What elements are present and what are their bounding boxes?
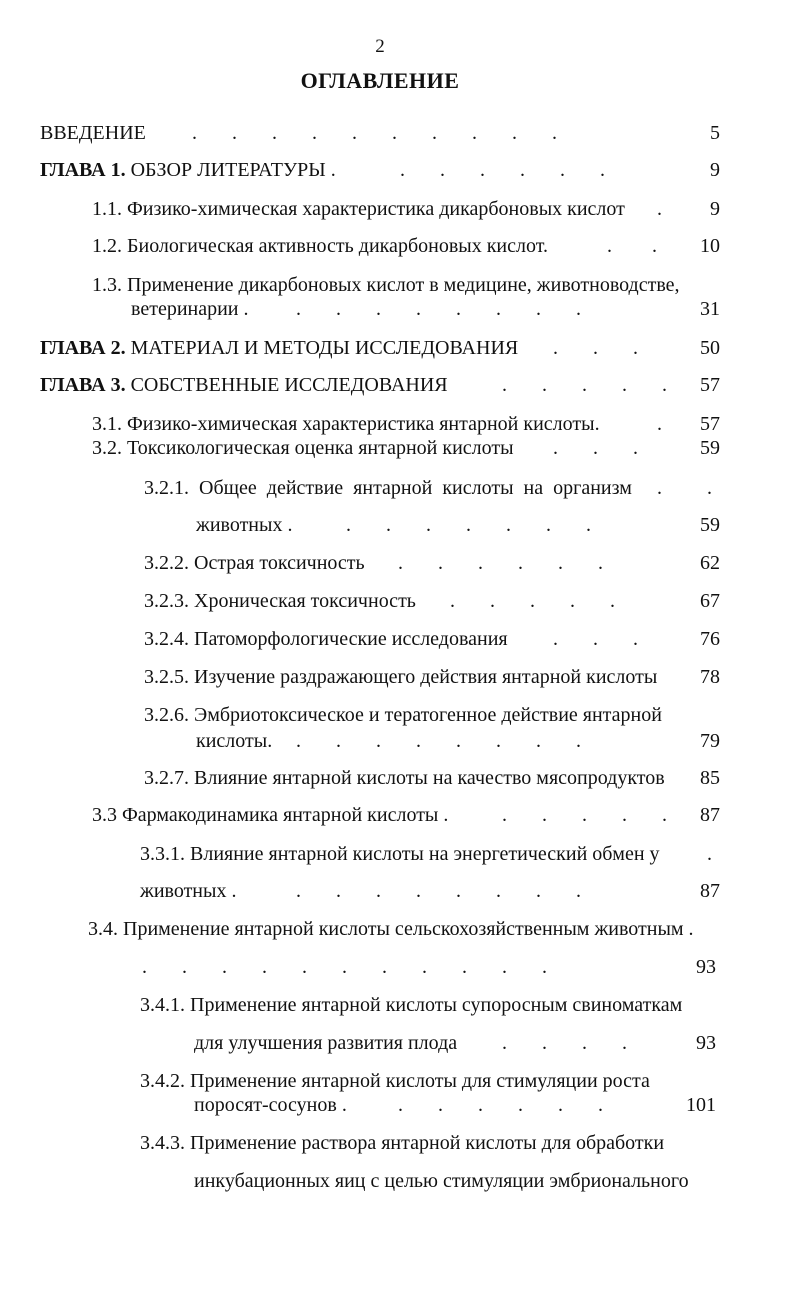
- leader-dots: . . . . . . .: [346, 514, 591, 536]
- toc-entry-3-2-7: 3.2.7. Влияние янтарной кислоты на качество мясопродуктов: [144, 767, 665, 789]
- toc-page-number: 93: [696, 1032, 716, 1054]
- toc-entry-3-2-6: 3.2.6. Эмбриотоксическое и тератогенное действие янтарной: [144, 704, 662, 726]
- toc-entry-3-3: 3.3 Фармакодинамика янтарной кислоты .: [92, 804, 449, 826]
- leader-dots: . .: [607, 235, 657, 257]
- toc-entry-chapter-3: [40, 373, 448, 397]
- chapter-title: МАТЕРИАЛ И МЕТОДЫ ИССЛЕДОВАНИЯ: [125, 337, 519, 359]
- chapter-label: ГЛАВА 2.: [40, 337, 126, 359]
- toc-page-number: 9: [710, 198, 720, 220]
- toc-page-number: 85: [700, 767, 720, 789]
- toc-page-number: 57: [700, 413, 720, 435]
- entry-text: 1.2. Биологическая активность дикарбоновых кислот: [92, 235, 543, 257]
- toc-entry-3-4: 3.4. Применение янтарной кислоты сельскохозяйственным животным .: [88, 918, 694, 940]
- toc-entry-3-4-3: 3.4.3. Применение раствора янтарной кислоты для обработки: [140, 1132, 665, 1154]
- leader-dots: . . . . . . . . . .: [192, 122, 557, 144]
- leader-dots: . . . . . .: [398, 552, 603, 574]
- leader-dots: . . . . . . . .: [296, 298, 581, 320]
- toc-page-number: 93: [696, 956, 716, 978]
- toc-entry-3-4-1: 3.4.1. Применение янтарной кислоты супоросным свиноматкам: [140, 994, 683, 1016]
- toc-entry-3-2: 3.2. Токсикологическая оценка янтарной кислоты: [92, 437, 514, 459]
- toc-page-number: 76: [700, 628, 720, 650]
- toc-page-number: 67: [700, 590, 720, 612]
- toc-page-number: 50: [700, 337, 720, 359]
- leader-dots: . . . . . . . . . . .: [142, 956, 547, 978]
- toc-page-number: 5: [710, 122, 720, 144]
- toc-page-number: 9: [710, 159, 720, 181]
- entry-text: поросят-сосунов: [194, 1094, 337, 1116]
- toc-page-number: 57: [700, 374, 720, 396]
- entry-text: животных: [140, 880, 227, 902]
- toc-entry-1-3-cont: ветеринарии .: [131, 298, 249, 320]
- leader-dots: .: [707, 843, 712, 865]
- toc-entry-1-1: 1.1. Физико-химическая характеристика дикарбоновых кислот: [92, 198, 625, 220]
- toc-entry-3-4-3-cont: инкубационных яиц с целью стимуляции эмбрионального: [194, 1170, 689, 1192]
- leader-dots: . . . . . .: [398, 1094, 603, 1116]
- toc-entry-3-3-1-cont: животных .: [140, 880, 237, 902]
- page-title: ОГЛАВЛЕНИЕ: [300, 68, 460, 93]
- leader-dots: .: [657, 413, 662, 435]
- toc-page-number: 10: [700, 235, 720, 257]
- leader-dots: . . .: [553, 437, 638, 459]
- entry-text: животных: [196, 514, 283, 536]
- toc-entry-3-2-1: 3.2.1. Общее действие янтарной кислоты на организм: [144, 477, 632, 499]
- entry-text: 3.3 Фармакодинамика янтарной кислоты: [92, 804, 439, 826]
- leader-dots: . . . . .: [502, 804, 667, 826]
- toc-entry-3-2-1-cont: животных .: [196, 514, 293, 536]
- chapter-label: ГЛАВА 3.: [40, 374, 126, 396]
- toc-page-number: 87: [700, 804, 720, 826]
- toc-entry-3-2-3: 3.2.3. Хроническая токсичность: [144, 590, 416, 612]
- page-number: 2: [375, 36, 385, 57]
- leader-dots: . . . . . .: [400, 159, 605, 181]
- toc-page-number: 31: [700, 298, 720, 320]
- leader-dots: . . . .: [502, 1032, 627, 1054]
- toc-page-number: 59: [700, 437, 720, 459]
- toc-entry-3-4-2-cont: поросят-сосунов .: [194, 1094, 347, 1116]
- leader-dots: . . .: [553, 628, 638, 650]
- toc-entry-3-2-5: 3.2.5. Изучение раздражающего действия янтарной кислоты: [144, 666, 658, 688]
- toc-entry-3-2-4: 3.2.4. Патоморфологические исследования: [144, 628, 508, 650]
- leader-dots: . .: [657, 477, 712, 499]
- chapter-label: ГЛАВА 1.: [40, 159, 126, 181]
- toc-page-number: 59: [700, 514, 720, 536]
- entry-text: 3.4. Применение янтарной кислоты сельскохозяйственным животным: [88, 918, 684, 940]
- chapter-title: СОБСТВЕННЫЕ ИССЛЕДОВАНИЯ: [125, 374, 448, 396]
- toc-entry-chapter-1: ГЛАВА 1. ОБЗОР ЛИТЕРАТУРЫ .: [40, 159, 336, 181]
- toc-entry-1-2: 1.2. Биологическая активность дикарбоновых кислот.: [92, 235, 548, 257]
- toc-page-number: 101: [686, 1094, 716, 1116]
- toc-entry-1-3: 1.3. Применение дикарбоновых кислот в медицине, животноводстве,: [92, 274, 680, 296]
- toc-entry-intro: ВВЕДЕНИЕ: [40, 122, 146, 144]
- leader-dots: . . .: [553, 337, 638, 359]
- toc-page-number: 87: [700, 880, 720, 902]
- toc-entry-3-3-1: 3.3.1. Влияние янтарной кислоты на энергетический обмен у: [140, 843, 660, 865]
- leader-dots: . . . . . . . .: [296, 730, 581, 752]
- toc-entry-3-4-1-cont: для улучшения развития плода: [194, 1032, 458, 1054]
- toc-entry-chapter-2: [40, 336, 518, 360]
- leader-dots: . . . . . . . .: [296, 880, 581, 902]
- entry-text: ветеринарии: [131, 298, 239, 320]
- chapter-title: ОБЗОР ЛИТЕРАТУРЫ: [125, 159, 326, 181]
- leader-dots: . . . . .: [502, 374, 667, 396]
- toc-entry-3-4-2: 3.4.2. Применение янтарной кислоты для стимуляции роста: [140, 1070, 650, 1092]
- leader-dots: . . . . .: [450, 590, 615, 612]
- toc-entry-3-1: 3.1. Физико-химическая характеристика янтарной кислоты.: [92, 413, 600, 435]
- toc-entry-3-2-2: 3.2.2. Острая токсичность: [144, 552, 365, 574]
- toc-page-number: 62: [700, 552, 720, 574]
- leader-dots: .: [657, 198, 662, 220]
- toc-page-number: 79: [700, 730, 720, 752]
- toc-page-number: 78: [700, 666, 720, 688]
- toc-entry-3-2-6-cont: кислоты.: [196, 730, 273, 752]
